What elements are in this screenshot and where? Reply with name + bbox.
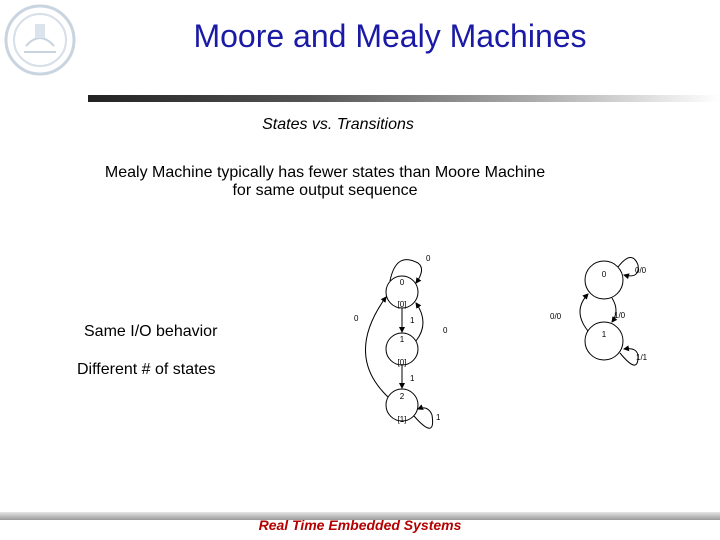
main-point-line-1: Mealy Machine typically has fewer states than Moore Machine [104, 164, 546, 181]
main-point-line-2: for same output sequence [232, 182, 418, 199]
moore-label-0-1: 1 [410, 316, 415, 325]
mealy-label-0-1: 1/0 [614, 311, 626, 320]
moore-edge-2-0 [365, 297, 388, 397]
mealy-label-1-0: 0/0 [550, 312, 562, 321]
mealy-state-0 [585, 261, 623, 299]
university-seal-logo [2, 2, 78, 78]
mealy-state-diagram [540, 245, 680, 385]
mealy-label-self-0: 0/0 [635, 266, 647, 275]
moore-state-0-id: 0 [399, 278, 405, 287]
main-point [0, 164, 650, 200]
mealy-edge-1-0 [580, 294, 588, 331]
same-io-label: Same I/O behavior [84, 323, 218, 340]
moore-label-self-0: 0 [426, 254, 431, 263]
moore-label-1-2: 1 [410, 374, 415, 383]
moore-state-diagram [330, 245, 460, 445]
moore-label-2-0: 0 [354, 314, 359, 323]
mealy-label-self-1: 1/1 [636, 353, 648, 362]
mealy-state-1 [585, 322, 623, 360]
moore-state-2-id: 2 [399, 392, 405, 401]
moore-state-2-output: [1] [397, 415, 407, 424]
different-states-label: Different # of states [77, 361, 216, 378]
slide-subtitle: States vs. Transitions [262, 116, 414, 133]
moore-edge-1-0 [416, 303, 423, 341]
footer-text: Real Time Embedded Systems [258, 517, 462, 533]
moore-state-1-output: [0] [397, 358, 407, 367]
moore-state-1-id: 1 [399, 335, 405, 344]
moore-label-1-0: 0 [443, 326, 448, 335]
slide-title: Moore and Mealy Machines [193, 18, 587, 54]
moore-label-self-2: 1 [436, 413, 441, 422]
title-underline [88, 95, 720, 102]
moore-state-0-output: [0] [397, 300, 407, 309]
mealy-state-1-id: 1 [601, 330, 607, 339]
mealy-state-0-id: 0 [601, 270, 607, 279]
